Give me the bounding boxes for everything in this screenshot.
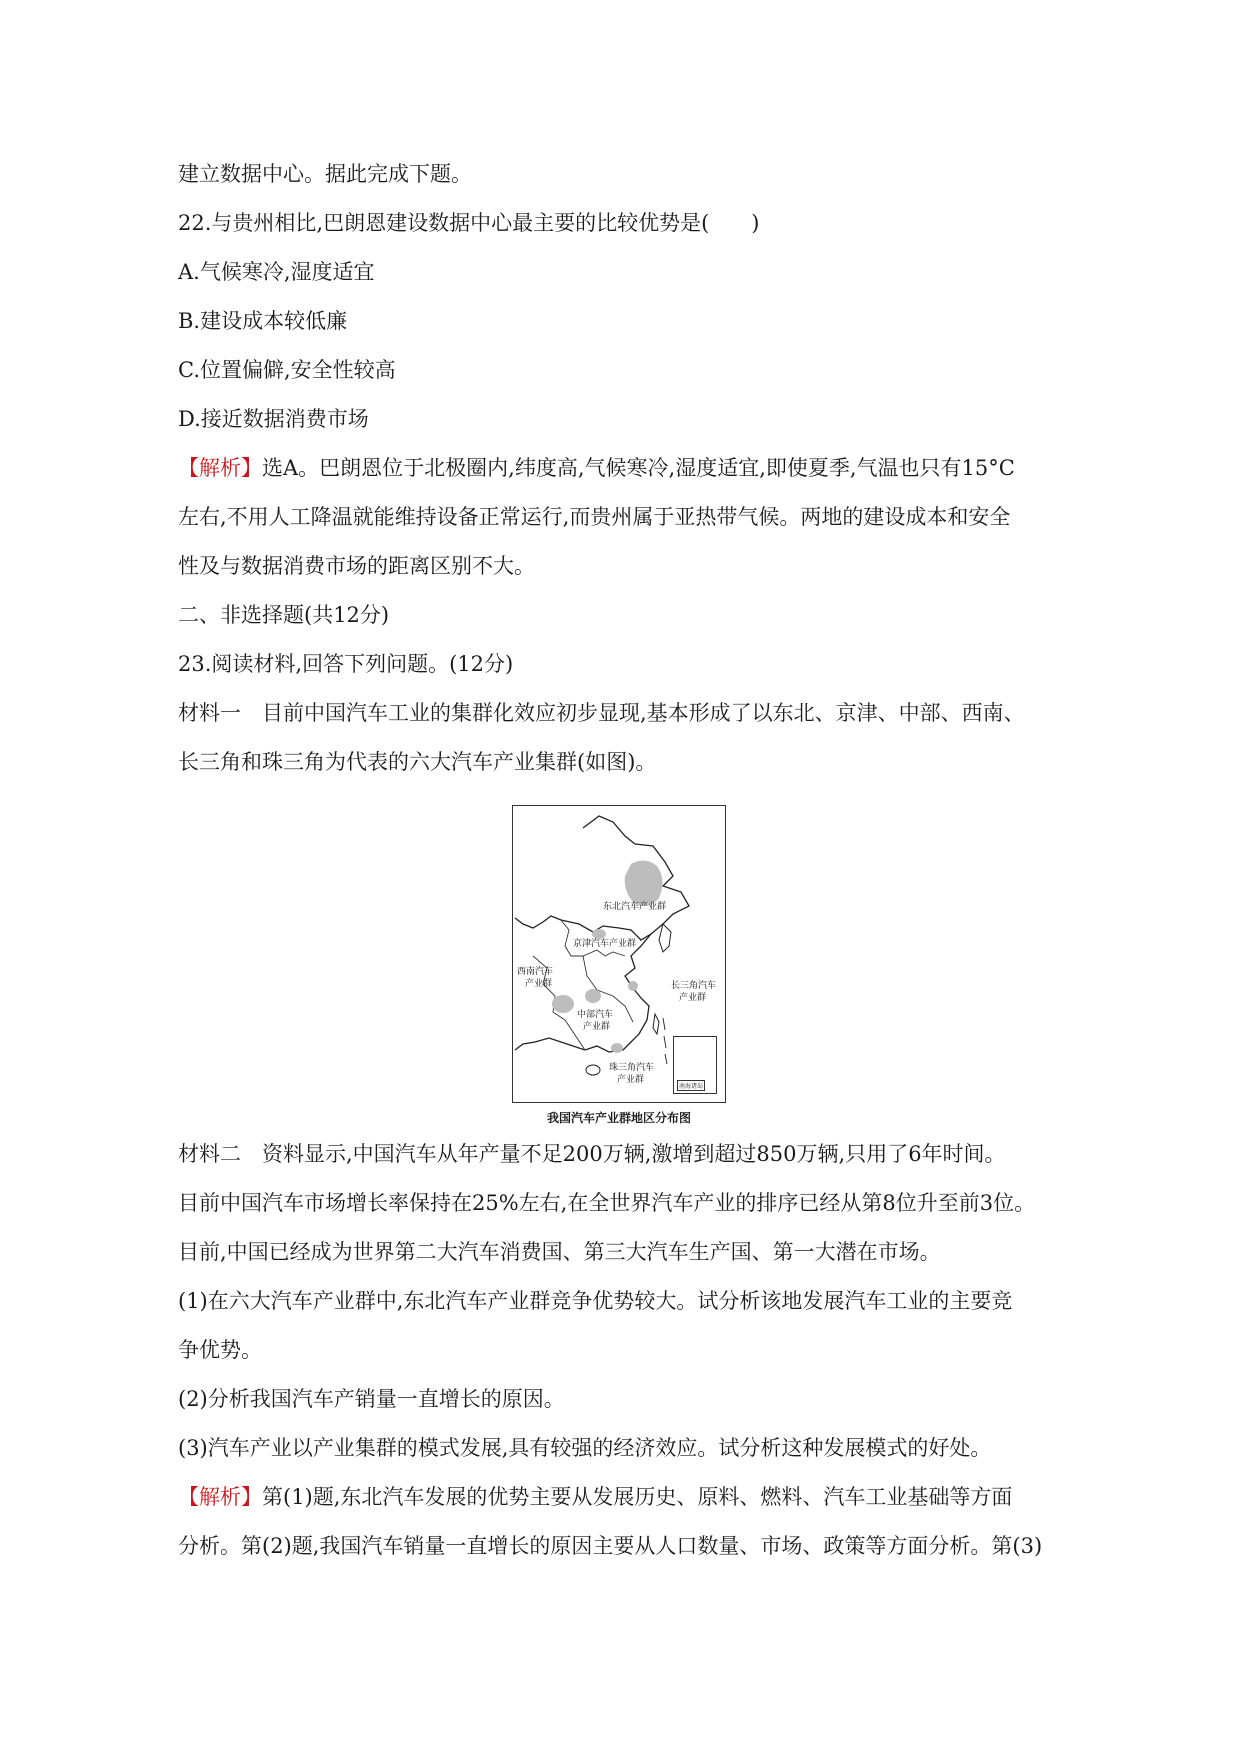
analysis-22-line-3: 性及与数据消费市场的距离区别不大。 (178, 554, 535, 578)
label-nanhai: 南海诸岛 (677, 1080, 705, 1091)
subquestion-2: (2)分析我国汽车产销量一直增长的原因。 (178, 1387, 565, 1411)
label-southwest-cluster-1: 西南汽车 (517, 967, 554, 977)
map-caption: 我国汽车产业群地区分布图 (546, 1111, 691, 1125)
analysis-text: 第(1)题,东北汽车发展的优势主要从发展历史、原料、燃料、汽车工业基础等方面 (262, 1485, 1013, 1509)
label-jingjin-cluster: 京津汽车产业群 (573, 939, 637, 949)
subquestion-1-line-2: 争优势。 (178, 1338, 262, 1362)
material-2-line-3: 目前,中国已经成为世界第二大汽车消费国、第三大汽车生产国、第一大潜在市场。 (178, 1240, 941, 1264)
question-22: 22.与贵州相比,巴朗恩建设数据中心最主要的比较优势是( ) (178, 211, 760, 235)
nanhai-inset (673, 1036, 717, 1094)
option-a: A.气候寒冷,湿度适宜 (178, 260, 375, 284)
analysis-23-line-2: 分析。第(2)题,我国汽车销量一直增长的原因主要从人口数量、市场、政策等方面分析。第(3) (178, 1534, 1043, 1558)
section-heading: 二、非选择题(共12分) (178, 603, 390, 627)
analysis-23-line-1 (178, 1473, 1078, 1522)
label-central-cluster-2: 产业群 (583, 1022, 611, 1032)
option-d: D.接近数据消费市场 (178, 407, 369, 431)
label-central-cluster-1: 中部汽车 (577, 1010, 614, 1020)
map-figure (512, 805, 726, 1126)
question-23: 23.阅读材料,回答下列问题。(12分) (178, 652, 514, 676)
label-pearl-cluster-1: 珠三角汽车 (609, 1063, 655, 1073)
subquestion-1-line-1: (1)在六大汽车产业群中,东北汽车产业群竞争优势较大。试分析该地发展汽车工业的主要竞 (178, 1289, 1013, 1313)
label-pearl-cluster-2: 产业群 (617, 1075, 645, 1085)
analysis-tag: 【解析】 (178, 1485, 262, 1509)
china-map (512, 805, 726, 1103)
text-line: 建立数据中心。据此完成下题。 (178, 162, 472, 186)
analysis-22-line-2: 左右,不用人工降温就能维持设备正常运行,而贵州属于亚热带气候。两地的建设成本和安全 (178, 505, 1011, 529)
document-bottom-block (178, 1130, 1078, 1571)
analysis-22-line-1 (178, 444, 1078, 493)
label-yangtze-cluster-2: 产业群 (679, 993, 707, 1003)
label-northeast-cluster: 东北汽车产业群 (603, 902, 667, 912)
analysis-text: 选A。巴朗恩位于北极圈内,纬度高,气候寒冷,湿度适宜,即使夏季,气温也只有15°C (262, 456, 1015, 480)
analysis-tag: 【解析】 (178, 456, 262, 480)
material-1-line-1: 材料一 目前中国汽车工业的集群化效应初步显现,基本形成了以东北、京津、中部、西南、 (178, 701, 1025, 725)
material-1-line-2: 长三角和珠三角为代表的六大汽车产业集群(如图)。 (178, 750, 657, 774)
document-top-block (178, 150, 1078, 787)
subquestion-3: (3)汽车产业以产业集群的模式发展,具有较强的经济效应。试分析这种发展模式的好处。 (178, 1436, 992, 1460)
material-2-line-1: 材料二 资料显示,中国汽车从年产量不足200万辆,激增到超过850万辆,只用了6年时间。 (178, 1142, 1006, 1166)
option-b: B.建设成本较低廉 (178, 309, 348, 333)
option-c: C.位置偏僻,安全性较高 (178, 358, 396, 382)
label-southwest-cluster-2: 产业群 (525, 979, 553, 989)
label-yangtze-cluster-1: 长三角汽车 (671, 981, 717, 991)
material-2-line-2: 目前中国汽车市场增长率保持在25%左右,在全世界汽车产业的排序已经从第8位升至前3位。 (178, 1191, 1036, 1215)
